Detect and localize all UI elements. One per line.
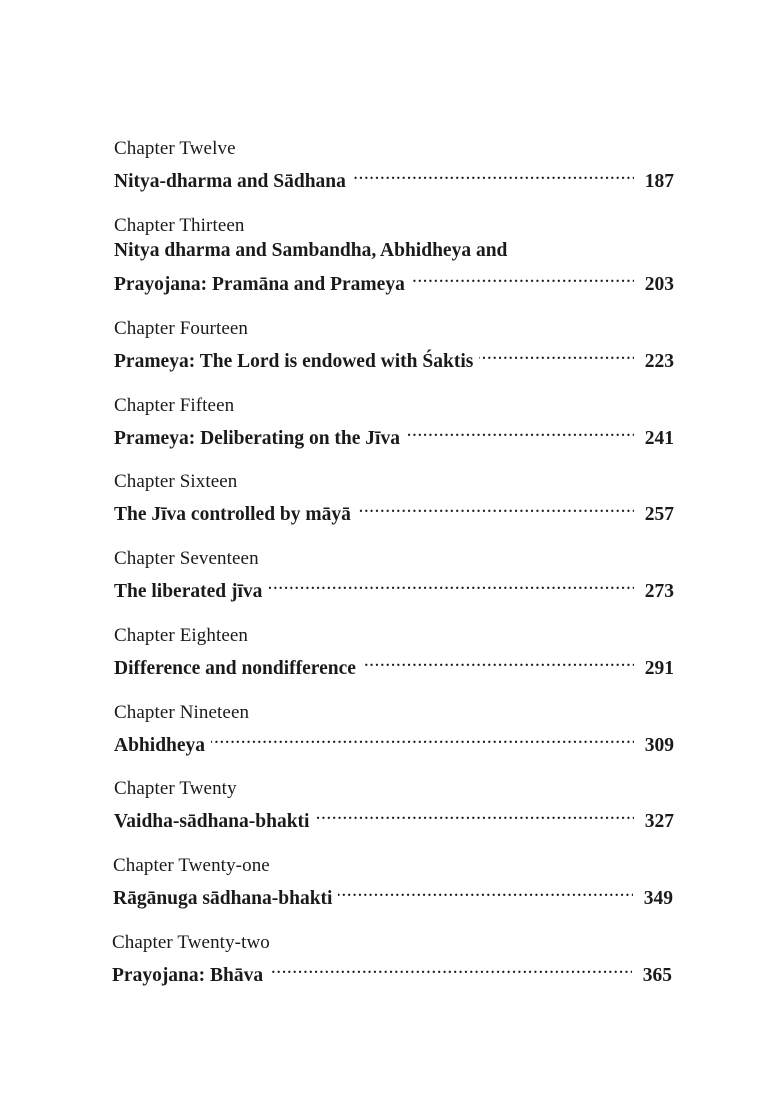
chapter-title: Prayojana: Pramāna and Prameya <box>114 274 405 295</box>
dot-leader <box>479 341 634 367</box>
chapter-title: Abhidheya <box>114 735 206 756</box>
toc-entry-chapter-twenty-two[interactable] <box>112 931 672 989</box>
chapter-title-row <box>114 571 674 605</box>
page-number: 187 <box>644 171 674 192</box>
toc-entry-chapter-fifteen[interactable] <box>114 394 674 452</box>
dot-leader <box>338 878 633 904</box>
page-number: 365 <box>642 965 672 986</box>
chapter-title-row <box>114 161 674 195</box>
dot-leader <box>352 161 634 187</box>
chapter-label: Chapter Seventeen <box>114 548 259 569</box>
chapter-title: Prameya: The Lord is endowed with Śaktis <box>114 351 474 372</box>
page-number: 273 <box>644 581 674 602</box>
chapter-title-row <box>114 264 674 298</box>
page-number: 309 <box>644 735 674 756</box>
toc-entry-chapter-nineteen[interactable] <box>114 701 674 759</box>
dot-leader <box>315 801 634 827</box>
dot-leader <box>406 418 634 444</box>
chapter-label: Chapter Thirteen <box>114 215 245 236</box>
dot-leader <box>357 494 634 520</box>
page-number: 349 <box>643 888 673 909</box>
chapter-label: Chapter Twelve <box>114 138 236 159</box>
chapter-label: Chapter Nineteen <box>114 702 250 723</box>
chapter-title-line-1: Nitya dharma and Sambandha, Abhidheya and <box>114 240 508 261</box>
chapter-title-row <box>112 955 672 989</box>
chapter-title-row <box>113 878 673 912</box>
chapter-label: Chapter Twenty <box>114 778 237 799</box>
chapter-title: Vaidha-sādhana-bhakti <box>114 811 310 832</box>
chapter-title-row <box>114 494 674 528</box>
dot-leader <box>269 955 632 981</box>
chapter-title-row <box>114 648 674 682</box>
page-number: 257 <box>644 504 674 525</box>
toc-entry-chapter-eighteen[interactable] <box>114 624 674 682</box>
page-number: 327 <box>644 811 674 832</box>
chapter-label: Chapter Fifteen <box>114 395 235 416</box>
chapter-label: Chapter Twenty-one <box>113 855 270 876</box>
chapter-title-row <box>114 341 674 375</box>
dot-leader <box>411 264 634 290</box>
chapter-title: The Jīva controlled by māyā <box>114 504 351 525</box>
chapter-title: Nitya-dharma and Sādhana <box>114 171 346 192</box>
page-number: 223 <box>644 351 674 372</box>
toc-entry-chapter-twenty[interactable] <box>114 777 674 835</box>
chapter-label: Chapter Eighteen <box>114 625 249 646</box>
toc-entry-chapter-sixteen[interactable] <box>114 470 674 528</box>
toc-entry-chapter-twelve[interactable] <box>114 137 674 195</box>
chapter-title: Rāgānuga sādhana-bhakti <box>113 888 333 909</box>
toc-entry-chapter-twenty-one[interactable] <box>113 854 673 912</box>
chapter-title-row <box>114 801 674 835</box>
chapter-title-row <box>114 725 674 759</box>
chapter-title: Prameya: Deliberating on the Jīva <box>114 428 400 449</box>
dot-leader <box>362 648 634 674</box>
chapter-label: Chapter Fourteen <box>114 318 249 339</box>
dot-leader <box>268 571 634 597</box>
chapter-title: The liberated jīva <box>114 581 263 602</box>
chapter-label: Chapter Twenty-two <box>112 932 270 953</box>
toc-entry-chapter-thirteen[interactable] <box>114 214 674 298</box>
dot-leader <box>211 725 634 751</box>
toc-entry-chapter-seventeen[interactable] <box>114 547 674 605</box>
chapter-title-row <box>114 418 674 452</box>
page-number: 241 <box>644 428 674 449</box>
chapter-title: Prayojana: Bhāva <box>112 965 264 986</box>
page-number: 203 <box>644 274 674 295</box>
page-number: 291 <box>644 658 674 679</box>
chapter-label: Chapter Sixteen <box>114 471 238 492</box>
chapter-title: Difference and nondifference <box>114 658 356 679</box>
toc-entry-chapter-fourteen[interactable] <box>114 317 674 375</box>
